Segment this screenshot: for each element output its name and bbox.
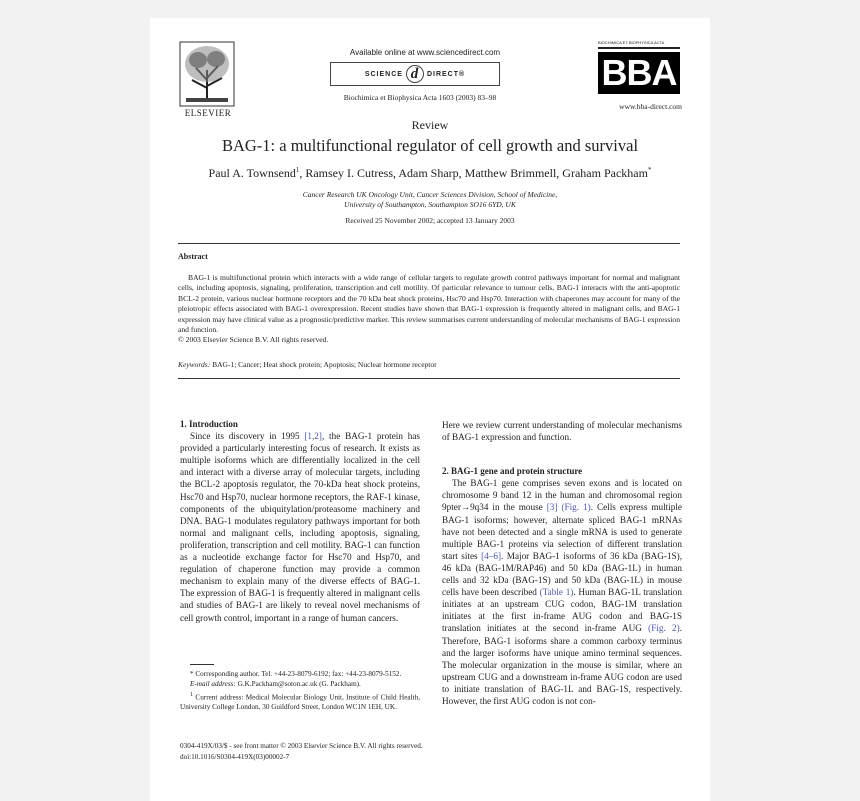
gene-structure-paragraph: [442, 477, 682, 707]
author-list: [150, 166, 710, 181]
sd-d-icon: d: [406, 65, 424, 83]
available-online-text: Available online at www.sciencedirect.com: [349, 48, 501, 57]
abstract-top-rule: [178, 243, 680, 244]
abstract-text: BAG-1 is multifunctional protein which interacts with a wide range of cellular targets to regulate growth control pathways important for normal and malignant cells, including apoptosis, signaling, proliferation, transcription and cell motility. Of particular relevance to tumour cells, BAG-1 interacts with the anti-apoptotic BCL-2 protein, various nuclear hormone receptors and the 70 kDa heat shock proteins, Hsc70 and Hsp70. Interaction with chaperones may account for many of the pleiotropic effects associated with BAG-1 overexpression. Recent studies have shown that BAG-1 expression is frequently altered in malignant cells, and BAG-1 expression may have clinical value as a prognostic/predictive marker. This review summarises current understanding of molecular mechanisms of BAG-1 expression and function.: [178, 273, 680, 335]
affiliation: [150, 190, 710, 210]
citation-link[interactable]: [4–6]: [481, 550, 502, 561]
section-2-heading: 2. BAG-1 gene and protein structure: [442, 466, 583, 477]
right-column: [442, 419, 682, 707]
sciencedirect-logo: [330, 62, 500, 86]
article-type: Review: [411, 118, 449, 132]
journal-reference: Biochimica et Biophysica Acta 1603 (2003) 83–98: [343, 93, 497, 102]
table-link[interactable]: (Table 1): [539, 587, 574, 598]
footnote-address: [180, 690, 420, 713]
publisher-name: ELSEVIER: [184, 108, 232, 118]
footer-copyright: 0304-419X/03/$ - see front matter © 2003 Elsevier Science B.V. All rights reserved.: [180, 742, 423, 750]
intro-paragraph: [180, 430, 420, 624]
keywords-label: Keywords:: [178, 360, 211, 369]
left-column: [180, 418, 420, 624]
received-dates: Received 25 November 2002; accepted 13 January 2003: [345, 216, 515, 225]
footer-doi: doi:10.1016/S0304-419X(03)00002-7: [180, 752, 290, 761]
author-1-sup: 1: [295, 166, 300, 174]
affiliation-line-2: University of Southampton, Southampton SO16 6YD, UK: [344, 200, 516, 209]
page-footer: [180, 741, 510, 762]
bba-strip: BIOCHIMICA ET BIOPHYSICA ACTA: [598, 40, 680, 49]
gene-text-c: . Major BAG-1 isoforms of 36 kDa (BAG-1S), 46 kDa (BAG-1M/RAP46) and 50 kDa (BAG-1L) in human cells and 32 kDa (BAG-1S) and 50 kDa (BAG-1L) in mouse cells have been described: [442, 550, 683, 598]
affiliation-line-1: Cancer Research UK Oncology Unit, Cancer Sciences Division, School of Medicine,: [302, 190, 558, 199]
gene-text-a: The BAG-1 gene comprises seven exons and is located on chromosome 9 band 12 in the human and chromosomal region 9pter→9q34 in the mouse: [442, 478, 682, 513]
citation-link[interactable]: [3]: [546, 502, 558, 513]
email-address[interactable]: G.K.Packham@soton.ac.uk (G. Packham).: [235, 680, 361, 689]
footnotes: [180, 669, 420, 713]
gene-text-d: . Human BAG-1L translation initiates at an upstream CUG codon, BAG-1M translation initiates at the first in-frame AUG codon and BAG-1S translation initiates at the second in-frame AUG: [442, 587, 682, 634]
journal-url[interactable]: www.bba-direct.com: [619, 102, 682, 111]
intro-text-b: , the BAG-1 protein has provided a particularly interesting focus of research. It exists as multiple isoforms which are differentially localized in the cell and interact with a diverse array of molecular targets, including the BCL-2 apoptosis regulator, the 70-kDa heat shock proteins, Hsc70 and Hsp70, nuclear hormone receptors, the RAF-1 kinase, components of the ubiquitylation/proteasome machinery and DNA. BAG-1 modulates regulatory pathways important for both normal and malignant cells, including apoptosis, signaling, proliferation, transcription and cell motility. BAG-1 can function as a nucleotide exchange factor for Hsc70 and Hsp70, and regulation of chaperone function may provide a common mechanism to explain many of the diverse effects of BAG-1. The expression of BAG-1 is frequently altered in malignant cells and studies of BAG-1 are likely to reveal novel mechanisms of cell growth control, important in a range of human cancers.: [180, 431, 420, 623]
author-rest: , Ramsey I. Cutress, Adam Sharp, Matthew Brimmell, Graham Packham: [299, 166, 648, 180]
sd-left: SCIENCE: [364, 70, 403, 78]
section-1-heading: 1. Introduction: [180, 419, 238, 429]
footnote-corresponding: * Corresponding author. Tel. +44-23-8079-6192; fax: +44-23-8079-5152.: [190, 670, 402, 678]
footnote-address-text: Current address: Medical Molecular Biology Unit, Institute of Child Health, University College London, 30 Guildford Street, London WC1N 1EH, UK.: [180, 692, 420, 712]
footnote-email: [180, 679, 420, 689]
footnote-rule: [190, 664, 214, 665]
citation-link[interactable]: [1,2]: [304, 431, 322, 442]
gene-text-b: . Cells express multiple BAG-1 isoforms; however, alternate spliced BAG-1 mRNAs have not been detected and a single mRNA is used to generate multiple BAG-1 proteins via selection of different translation start sites: [442, 502, 682, 561]
review-scope-paragraph: Here we review current understanding of molecular mechanisms of BAG-1 expression and function.: [442, 420, 682, 443]
abstract-body: [178, 273, 680, 346]
keywords: [178, 360, 680, 369]
abstract-bottom-rule: [178, 378, 680, 379]
footnote-address-sup: 1: [190, 691, 193, 698]
bba-logo: BBA: [598, 52, 680, 94]
email-label: E-mail address:: [190, 680, 236, 689]
author-1: Paul A. Townsend: [208, 166, 296, 180]
abstract-heading: Abstract: [178, 252, 208, 261]
article-title: BAG-1: a multifunctional regulator of cell growth and survival: [221, 136, 639, 155]
abstract-copyright: © 2003 Elsevier Science B.V. All rights reserved.: [178, 335, 329, 345]
gene-text-e: . Therefore, BAG-1 isoforms share a common carboxy terminus and the larger isoforms have unique amino terminal sequences. The molecular organization in the mouse is similar, where an upstream CUG and a downstream in-frame AUG codon are used to initiate translation of BAG-1L and BAG-1S, respectively. However, the first AUG codon is not con-: [442, 623, 683, 706]
figure-link[interactable]: (Fig. 1): [561, 502, 591, 513]
corresponding-mark: *: [647, 166, 652, 174]
keywords-list: BAG-1; Cancer; Heat shock protein; Apoptosis; Nuclear hormone receptor: [212, 360, 437, 369]
sd-right: DIRECT®: [426, 70, 466, 78]
elsevier-tree-logo: [178, 40, 236, 110]
figure-link[interactable]: (Fig. 2): [648, 623, 680, 634]
intro-text-a: Since its discovery in 1995: [190, 431, 305, 442]
journal-page: [150, 18, 710, 801]
